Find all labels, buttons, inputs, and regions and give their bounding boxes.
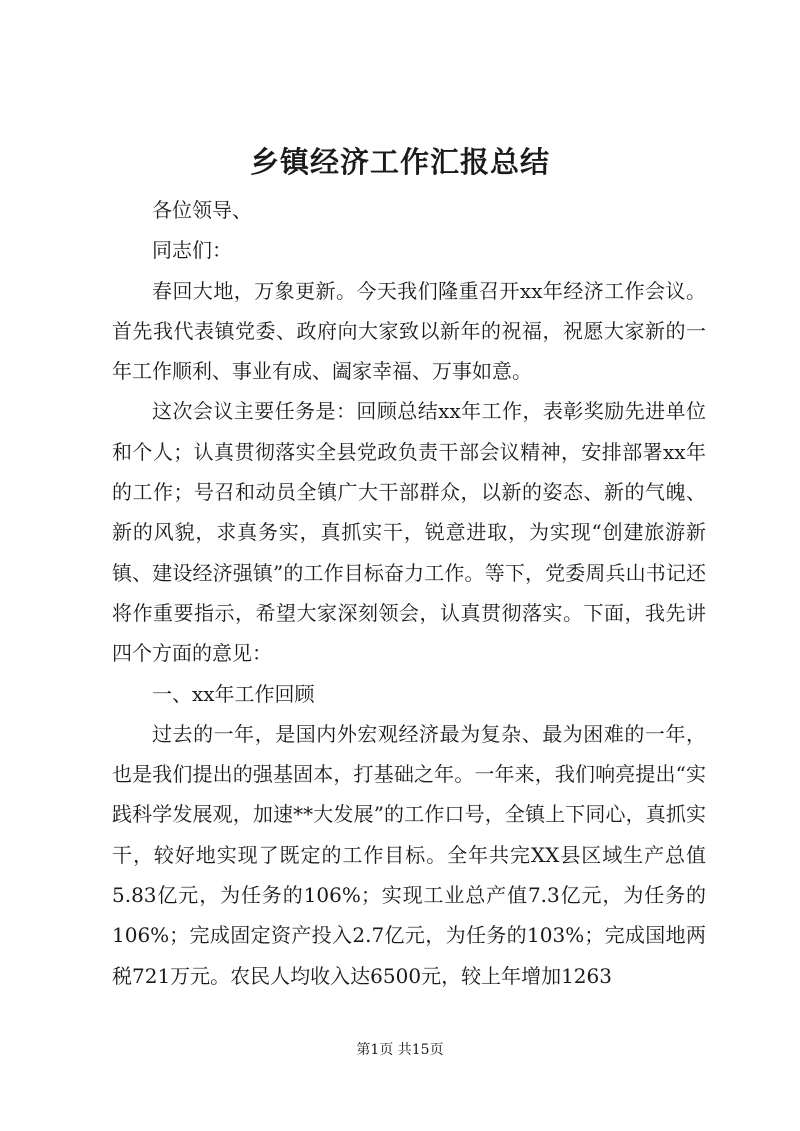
page-number: 第1页 共15页 (356, 1042, 444, 1058)
salutation-comrades: 同志们： (152, 238, 232, 263)
document-body (112, 190, 706, 996)
paragraph-past-year: 过去的一年，是国内外宏观经济最为复杂、最为困难的一年，也是我们提出的强基固本，打基础之年。一年来，我们响亮提出“实践科学发展观，加速**大发展”的工作口号，全镇上下同心，真抓实干，较好地实现了既定的工作目标。全年共完XX县区域生产总值5.83亿元，为任务的106%；实现工业总产值7.3亿元，为任务的106%；完成固定资产投入2.7亿元，为任务的103%；完成国地两税721万元。农民人均收入达6500元，较上年增加1263 (112, 721, 706, 988)
document-title: 乡镇经济工作汇报总结 (249, 145, 550, 179)
paragraph-meeting-tasks: 这次会议主要任务是：回顾总结xx年工作，表彰奖励先进单位和个人；认真贯彻落实全县党政负责干部会议精神，安排部署xx年的工作；号召和动员全镇广大干部群众，以新的姿态、新的气魄、新的风貌，求真务实，真抓实干，锐意进取，为实现“创建旅游新镇、建设经济强镇”的工作目标奋力工作。等下，党委周兵山书记还将作重要指示，希望大家深刻领会，认真贯彻落实。下面，我先讲四个方面的意见： (112, 399, 706, 666)
salutation-leaders: 各位领导、 (152, 198, 252, 222)
section-heading-review: 一、xx年工作回顾 (152, 681, 315, 706)
paragraph-opening: 春回大地，万象更新。今天我们隆重召开xx年经济工作会议。首先我代表镇党委、政府向大家致以新年的祝福，祝愿大家新的一年工作顺利、事业有成、阖家幸福、万事如意。 (112, 278, 706, 384)
